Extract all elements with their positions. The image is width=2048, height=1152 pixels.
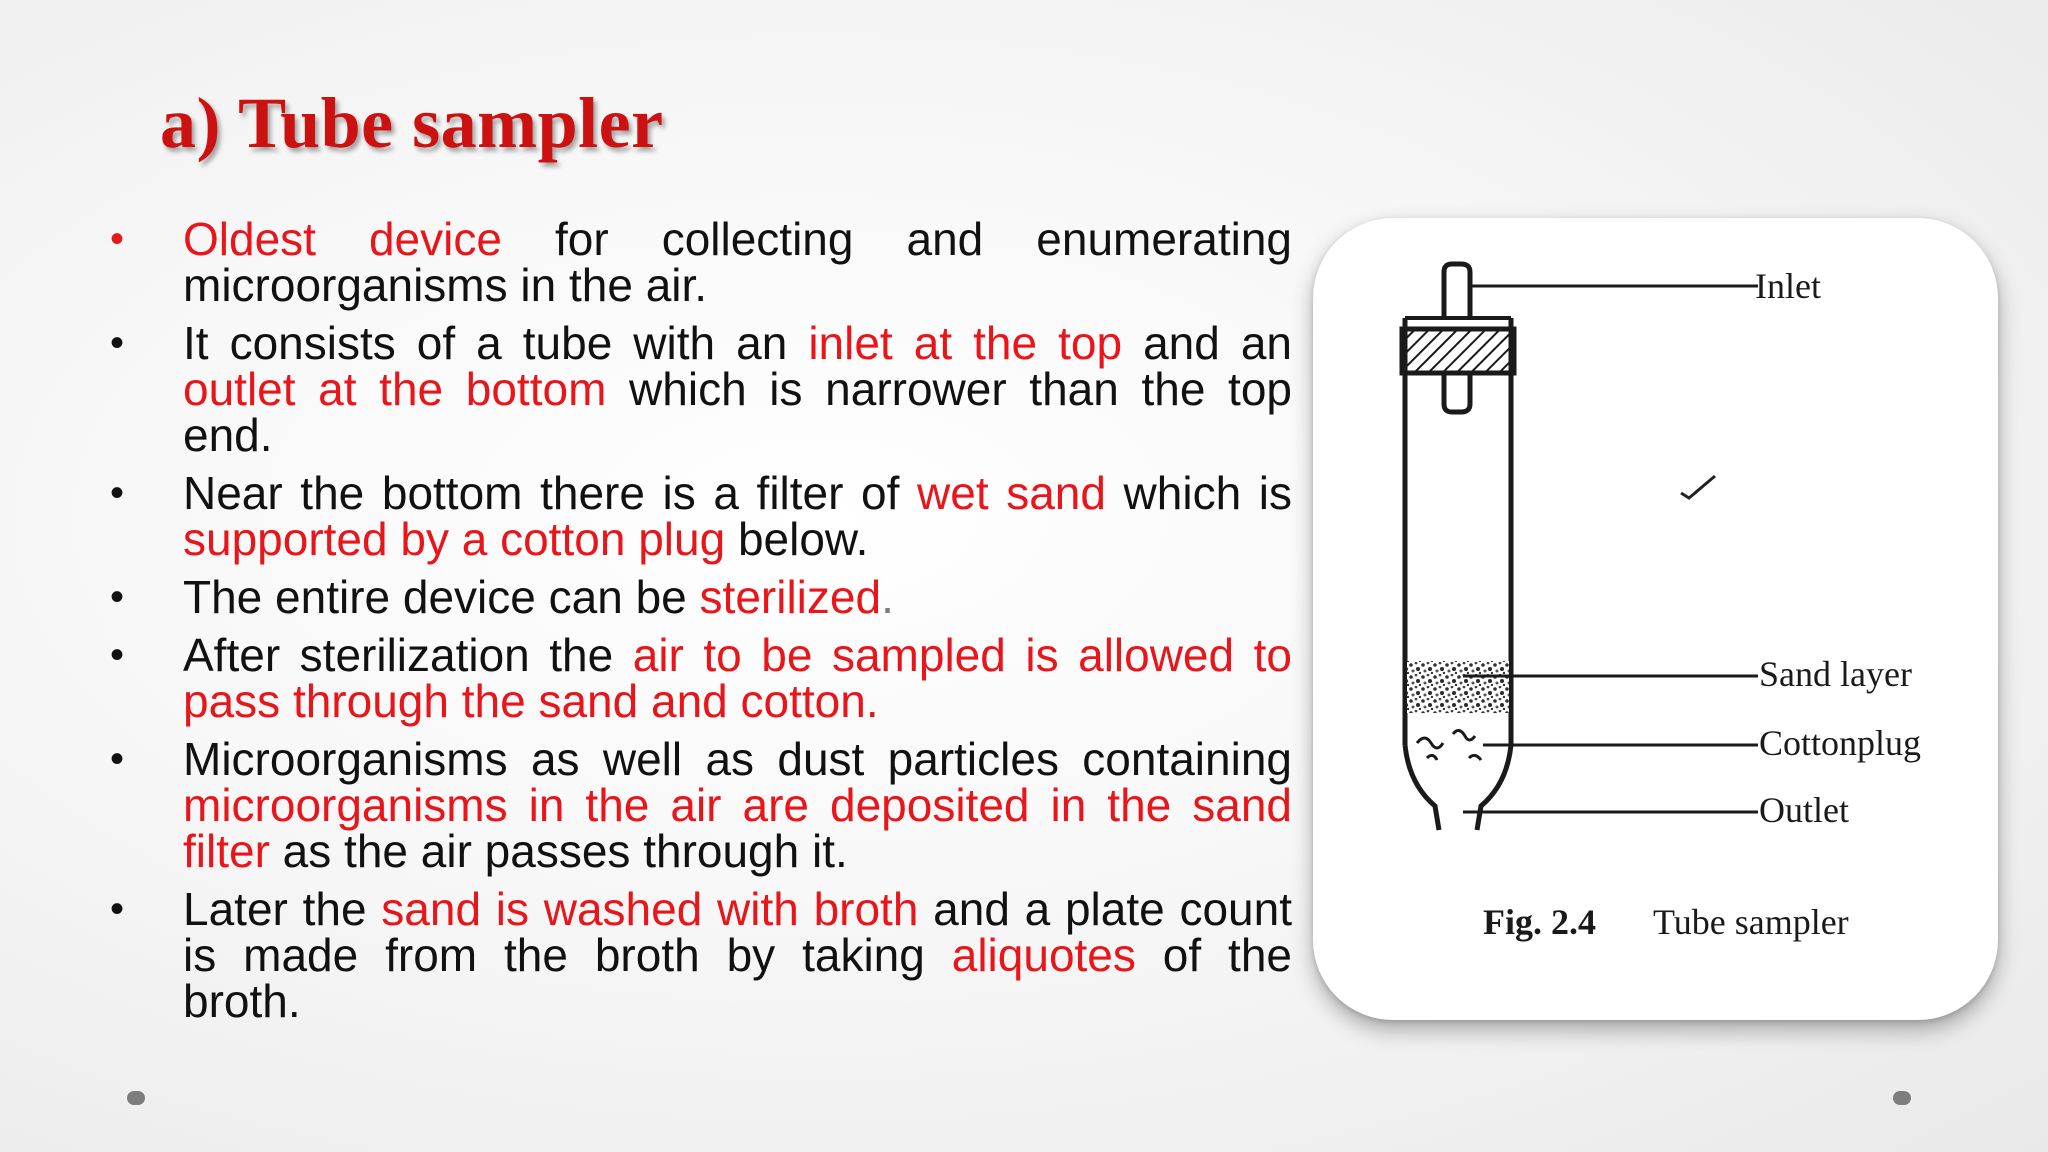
highlighted-text: aliquotes (951, 929, 1136, 981)
bullet-marker-icon: • (110, 887, 125, 931)
highlighted-text: microorganisms in the air are deposited in the sand filter (183, 779, 1292, 877)
bullet-marker-icon: • (110, 217, 125, 261)
inlet-tube (1444, 264, 1470, 319)
body-text: Near the bottom there is a filter of (183, 467, 918, 519)
figure-caption-text: Tube sampler (1653, 902, 1849, 942)
body-text: which is (1105, 467, 1292, 519)
tube-sampler-diagram (1313, 218, 1998, 1020)
bullet-marker-icon: • (110, 633, 125, 677)
body-text: and a plate count is made from the broth by taking (183, 883, 1292, 981)
stopper (1402, 329, 1514, 373)
highlighted-text: air to be sampled is allowed to pass through the sand and cotton. (183, 629, 1292, 727)
highlighted-text: wet sand (917, 467, 1106, 519)
bullet-item (100, 883, 1293, 1027)
body-text: of the broth. (183, 929, 1293, 1027)
body-text: The entire device can be (183, 571, 700, 623)
body-text: for collecting and enumerating microorganisms in the air. (183, 213, 1292, 311)
figure-caption-number: Fig. 2.4 (1483, 902, 1596, 942)
body-text: which is narrower than the top end. (183, 363, 1293, 461)
bullet-item (100, 733, 1292, 877)
bullet-item (100, 629, 1292, 727)
highlighted-text: Oldest device (183, 213, 502, 265)
highlighted-text: supported by a cotton plug (183, 513, 726, 565)
sand-layer (1407, 661, 1509, 713)
bullet-marker-icon: • (110, 471, 125, 515)
highlighted-text: sterilized (699, 571, 882, 623)
bullet-item (100, 571, 1292, 623)
label-cotton-plug: Cottonplug (1759, 723, 1922, 763)
figure-card (1313, 218, 1998, 1020)
highlighted-text: sand is washed with broth (381, 883, 919, 935)
slide-decoration-dot-left (127, 1091, 145, 1105)
slide-title: a) Tube sampler (160, 83, 664, 163)
body-text: and an (1122, 317, 1293, 369)
body-text: Later the (183, 883, 382, 935)
body-text: as the air passes through it. (269, 825, 848, 877)
bullet-item (100, 467, 1292, 565)
body-text: Microorganisms as well as dust particles containing (183, 733, 1292, 785)
bullet-marker-icon: • (110, 737, 125, 781)
bullet-item (100, 213, 1292, 311)
highlighted-text: outlet at the bottom (183, 363, 607, 415)
body-text: . (881, 571, 894, 623)
highlighted-text: inlet at the top (808, 317, 1123, 369)
label-outlet: Outlet (1759, 790, 1849, 830)
label-sand-layer: Sand layer (1759, 654, 1912, 694)
slide-decoration-dot-right (1893, 1091, 1911, 1105)
bullet-list (100, 213, 1293, 1036)
bullet-item (100, 317, 1293, 461)
label-inlet: Inlet (1755, 266, 1821, 306)
body-text: It consists of a tube with an (183, 317, 809, 369)
bullet-marker-icon: • (110, 321, 125, 365)
body-text: below. (725, 513, 869, 565)
outlet-right (1477, 745, 1511, 830)
bullet-marker-icon: • (110, 575, 125, 619)
cotton-plug (1417, 738, 1443, 748)
body-text: After sterilization the (183, 629, 633, 681)
